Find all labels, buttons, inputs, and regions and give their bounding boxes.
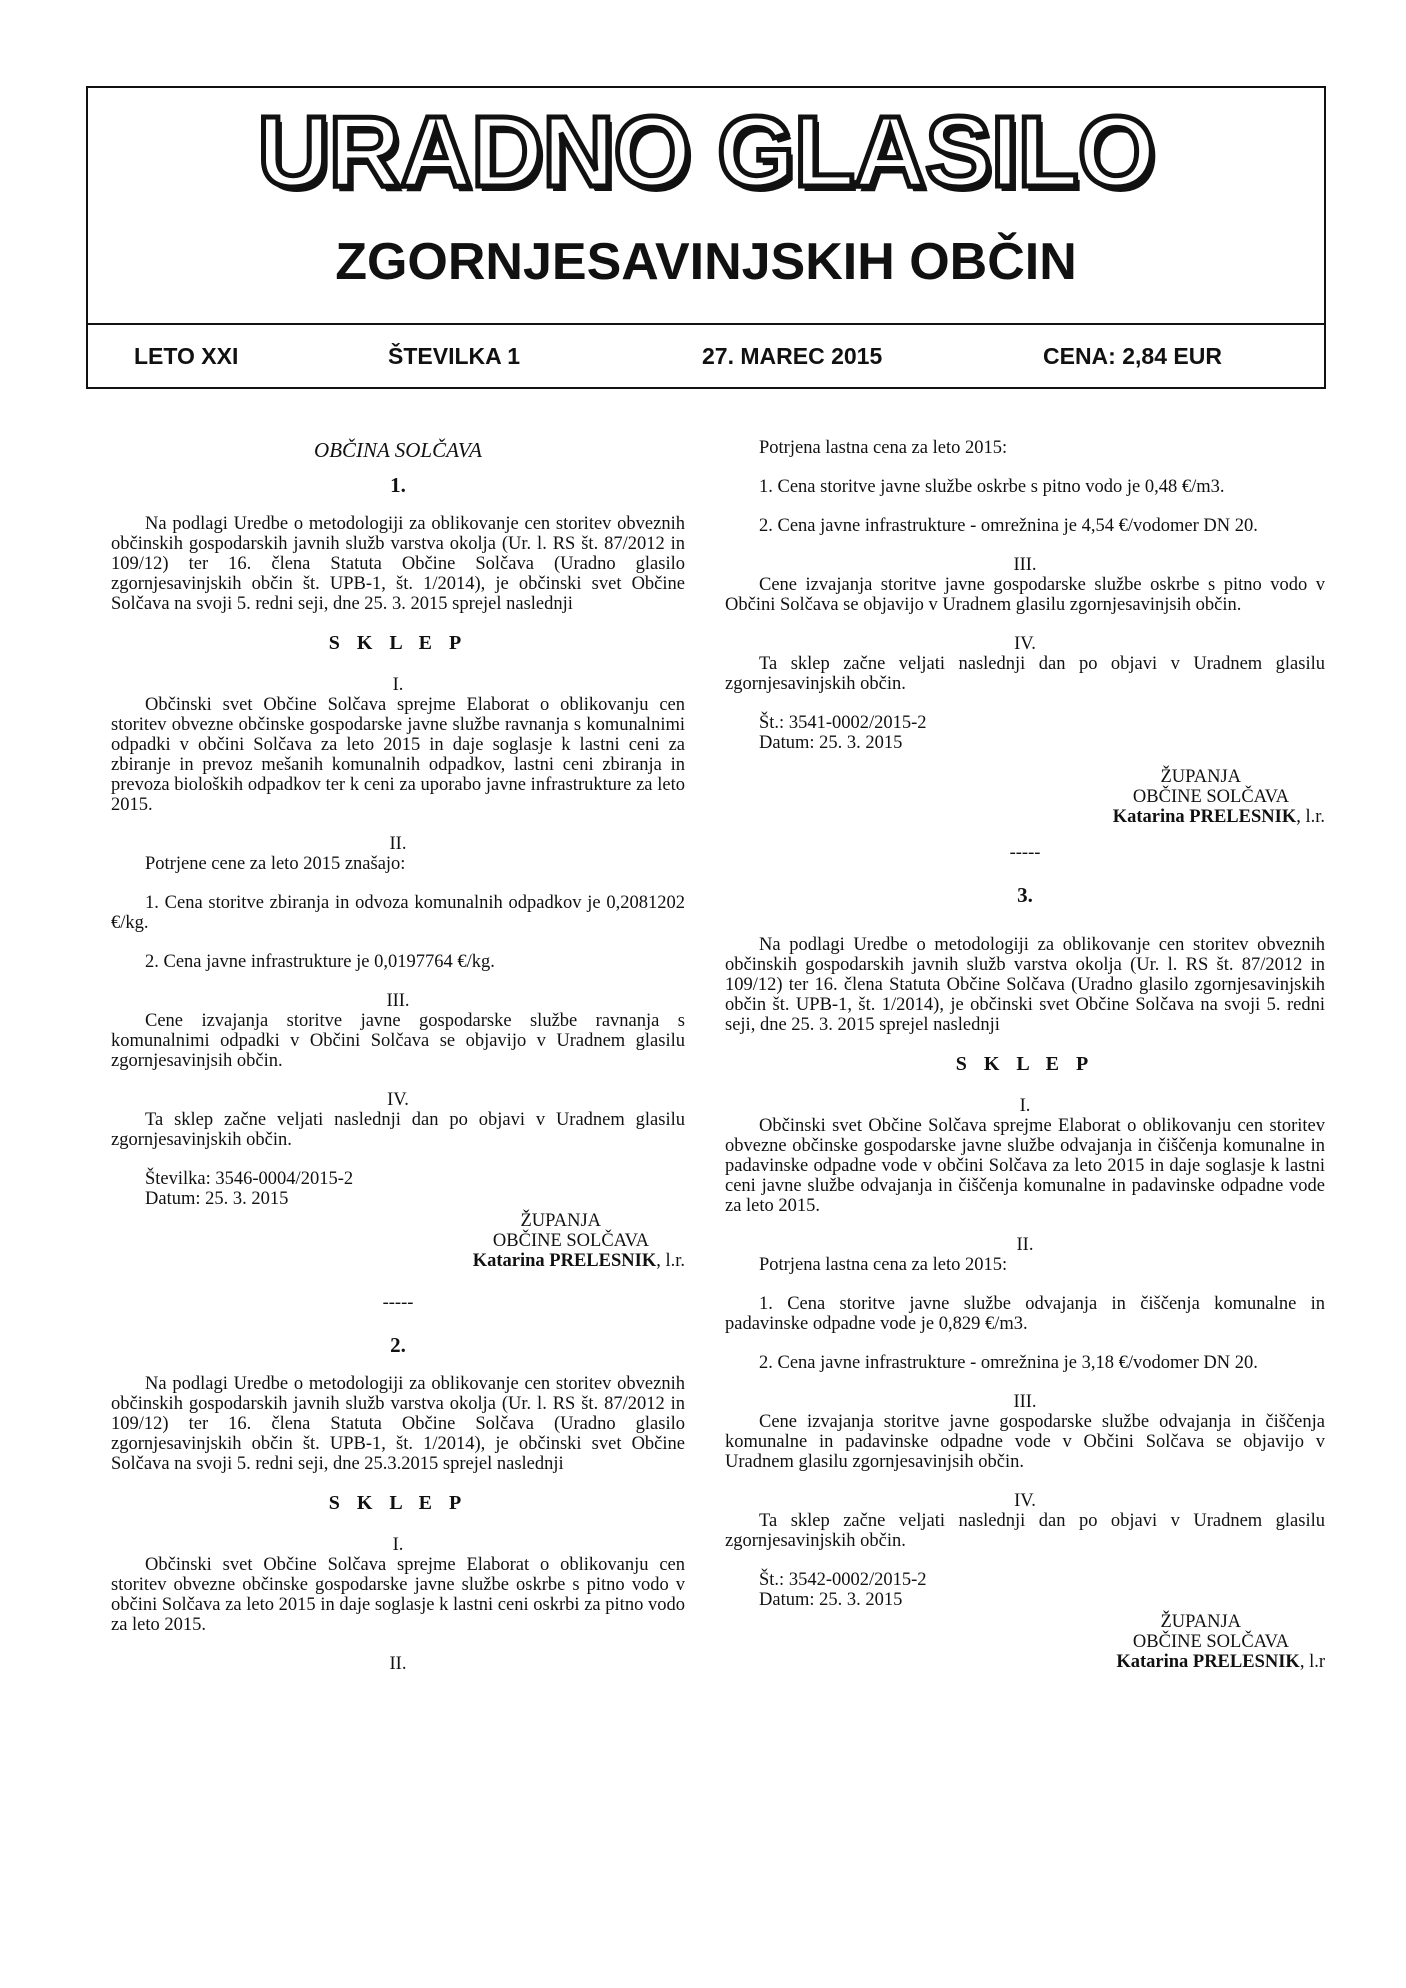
decision-1-section-i-text: Občinski svet Občine Solčava sprejme Elaborat o oblikovanju cen storitev obvezne občinske gospodarske javne službe ravnanja s komunalnimi odpadki v občini Solčava za leto 2015 in daje soglasje k lastni ceni za zbiranje in prevoz mešanih komunalnih odpadkov, lastni ceni zbiranja in prevoza bioloških odpadkov ter k ceni za uporabo javne infrastrukture za leto 2015. xyxy=(111,695,685,815)
decision-2-number: 2. xyxy=(390,1333,406,1357)
decision-2-price-2: 2. Cena javne infrastrukture - omrežnina je 4,54 €/vodomer DN 20. xyxy=(759,516,1258,536)
decision-1-section-ii-heading: II. xyxy=(389,834,407,854)
decision-3-section-i-heading: I. xyxy=(1019,1096,1031,1116)
decision-3-signature-title1: ŽUPANJA xyxy=(1160,1612,1241,1632)
masthead-price: CENA: 2,84 EUR xyxy=(1043,343,1222,369)
decision-2-section-ii-heading: II. xyxy=(389,1654,407,1674)
decision-2-signature xyxy=(725,807,1325,827)
decision-3-signature-lr: , l.r xyxy=(1299,1652,1325,1672)
masthead-issue: ŠTEVILKA 1 xyxy=(388,343,521,369)
decision-1-intro: Na podlagi Uredbe o metodologiji za oblikovanje cen storitev obveznih občinskih gospodarskih javnih služb varstva okolja (Ur. l. RS št. 87/2012 in 109/12) ter 16. člena Statuta Občine Solčava (Uradno glasilo zgornjesavinjskih občin št. UPB-1, št. 1/2014), je občinski svet Občine Solčava na svoji 5. redni seji, dne 25. 3. 2015 sprejel naslednji xyxy=(111,514,685,614)
decision-3-section-iii-text: Cene izvajanja storitve javne gospodarske službe odvajanja in čiščenja komunalne in padavinske odpadne vode v Občini Solčava se objavijo v Uradnem glasilu zgornjesavinjsih občin. xyxy=(725,1412,1325,1472)
decision-3-date: Datum: 25. 3. 2015 xyxy=(759,1590,903,1610)
decision-1-section-ii-intro: Potrjene cene za leto 2015 znašajo: xyxy=(145,854,406,874)
masthead-year: LETO XXI xyxy=(134,343,239,369)
decision-3-signature xyxy=(725,1652,1325,1672)
decision-1-section-i-heading: I. xyxy=(392,675,404,695)
decision-1-signature-name: Katarina PRELESNIK xyxy=(472,1251,657,1271)
decision-1-number: 1. xyxy=(390,473,406,497)
decision-1-sklep-heading: S K L E P xyxy=(328,632,468,654)
decision-3-section-iv-text: Ta sklep začne veljati naslednji dan po objavi v Uradnem glasilu zgornjesavinjskih občin. xyxy=(725,1511,1325,1551)
decision-3-number: 3. xyxy=(1017,883,1033,907)
decision-3-sklep-heading: S K L E P xyxy=(955,1053,1095,1075)
decision-2-section-iii-heading: III. xyxy=(1013,555,1037,575)
masthead-date: 27. MAREC 2015 xyxy=(702,343,883,369)
municipality-heading: OBČINA SOLČAVA xyxy=(314,438,482,462)
decision-2-sklep-heading: S K L E P xyxy=(328,1492,468,1514)
decision-1-price-1: 1. Cena storitve zbiranja in odvoza komunalnih odpadkov je 0,2081202 €/kg. xyxy=(111,893,685,933)
decision-2-intro: Na podlagi Uredbe o metodologiji za oblikovanje cen storitev obveznih občinskih gospodarskih javnih služb varstva okolja (Ur. l. RS št. 87/2012 in 109/12) ter 16. člena Statuta Občine Solčava (Uradno glasilo zgornjesavinjskih občin št. UPB-1, št. 1/2014), je občinski svet Občine Solčava na svoji 5. redni seji, dne 25.3.2015 sprejel naslednji xyxy=(111,1374,685,1474)
masthead-subtitle: ZGORNJESAVINJSKIH OBČIN xyxy=(335,233,1077,291)
decision-2-section-i-heading: I. xyxy=(392,1535,404,1555)
decision-3-section-iii-heading: III. xyxy=(1013,1392,1037,1412)
decision-1-section-iii-heading: III. xyxy=(386,991,410,1011)
decision-1-reference: Številka: 3546-0004/2015-2 xyxy=(145,1169,354,1189)
decision-2-section-iii-text: Cene izvajanja storitve javne gospodarske službe oskrbe s pitno vodo v Občini Solčava se objavijo v Uradnem glasilu zgornjesavinjsih občin. xyxy=(725,575,1325,615)
decision-1-signature xyxy=(111,1251,685,1271)
masthead-title-box xyxy=(88,88,1324,325)
decision-1-signature-title2: OBČINE SOLČAVA xyxy=(492,1231,649,1251)
decision-2-section-ii-intro: Potrjena lastna cena za leto 2015: xyxy=(759,438,1008,458)
decision-1-section-iii-text: Cene izvajanja storitve javne gospodarske službe ravnanja s komunalnimi odpadki v Občini Solčava se objavijo v Uradnem glasilu zgornjesavinjsih občin. xyxy=(111,1011,685,1071)
decision-3-intro: Na podlagi Uredbe o metodologiji za oblikovanje cen storitev obveznih občinskih gospodarskih javnih služb varstva okolja (Ur. l. RS št. 87/2012 in 109/12) ter 16. člena Statuta Občine Solčava (Uradno glasilo zgornjesavinjskih občin št. UPB-1, št. 1/2014), je občinski svet Občine Solčava na svoji 5. redni seji, dne 25. 3. 2015 sprejel naslednji xyxy=(725,935,1325,1035)
decision-2-reference: Št.: 3541-0002/2015-2 xyxy=(759,713,927,733)
masthead xyxy=(86,86,1326,389)
decision-separator: ----- xyxy=(1009,843,1041,863)
left-column xyxy=(111,430,685,1674)
decision-3-reference: Št.: 3542-0002/2015-2 xyxy=(759,1570,927,1590)
decision-2-signature-title1: ŽUPANJA xyxy=(1160,767,1241,787)
decision-2-section-iv-heading: IV. xyxy=(1014,634,1036,654)
decision-3-section-ii-heading: II. xyxy=(1016,1235,1034,1255)
decision-2-signature-lr: , l.r. xyxy=(1296,807,1325,827)
decision-1-section-iv-heading: IV. xyxy=(387,1090,409,1110)
decision-3-price-2: 2. Cena javne infrastrukture - omrežnina je 3,18 €/vodomer DN 20. xyxy=(759,1353,1258,1373)
decision-3-price-1: 1. Cena storitve javne službe odvajanja in čiščenja komunalne in padavinske odpadne vode je 0,829 €/m3. xyxy=(725,1294,1325,1334)
decision-3-section-iv-heading: IV. xyxy=(1014,1491,1036,1511)
decision-2-section-iv-text: Ta sklep začne veljati naslednji dan po objavi v Uradnem glasilu zgornjesavinjskih občin. xyxy=(725,654,1325,694)
decision-2-price-1: 1. Cena storitve javne službe oskrbe s pitno vodo je 0,48 €/m3. xyxy=(759,477,1225,497)
decision-2-signature-name: Katarina PRELESNIK xyxy=(1112,807,1297,827)
decision-1-signature-title1: ŽUPANJA xyxy=(520,1211,601,1231)
decision-3-section-ii-intro: Potrjena lastna cena za leto 2015: xyxy=(759,1255,1008,1275)
decision-separator: ----- xyxy=(382,1293,414,1313)
decision-3-signature-title2: OBČINE SOLČAVA xyxy=(1132,1632,1289,1652)
decision-2-signature-title2: OBČINE SOLČAVA xyxy=(1132,787,1289,807)
decision-1-price-2: 2. Cena javne infrastrukture je 0,0197764 €/kg. xyxy=(145,952,495,972)
decision-3-section-i-text: Občinski svet Občine Solčava sprejme Elaborat o oblikovanju cen storitev obvezne občinske gospodarske javne službe odvajanja in čiščenja komunalne in padavinske odpadne vode v občini Solčava za leto 2015 in daje soglasje k lastni ceni javne službe odvajanja in čiščenja komunalne in padavinske odpadne vode za leto 2015. xyxy=(725,1116,1325,1216)
decision-1-section-iv-text: Ta sklep začne veljati naslednji dan po objavi v Uradnem glasilu zgornjesavinjskih občin. xyxy=(111,1110,685,1150)
right-column xyxy=(725,438,1325,1672)
decision-2-date: Datum: 25. 3. 2015 xyxy=(759,733,903,753)
decision-3-signature-name: Katarina PRELESNIK xyxy=(1116,1652,1300,1672)
decision-2-section-i-text: Občinski svet Občine Solčava sprejme Elaborat o oblikovanju cen storitev obvezne občinske gospodarske javne službe oskrbe s pitno vodo v občini Solčava za leto 2015 in daje soglasje k lastni ceni oskrbi za pitno vodo za leto 2015. xyxy=(111,1555,685,1635)
masthead-title: URADNO GLASILO xyxy=(257,96,1155,208)
decision-1-signature-lr: , l.r. xyxy=(656,1251,685,1271)
decision-1-date: Datum: 25. 3. 2015 xyxy=(145,1189,289,1209)
masthead-info-row xyxy=(88,323,1324,389)
